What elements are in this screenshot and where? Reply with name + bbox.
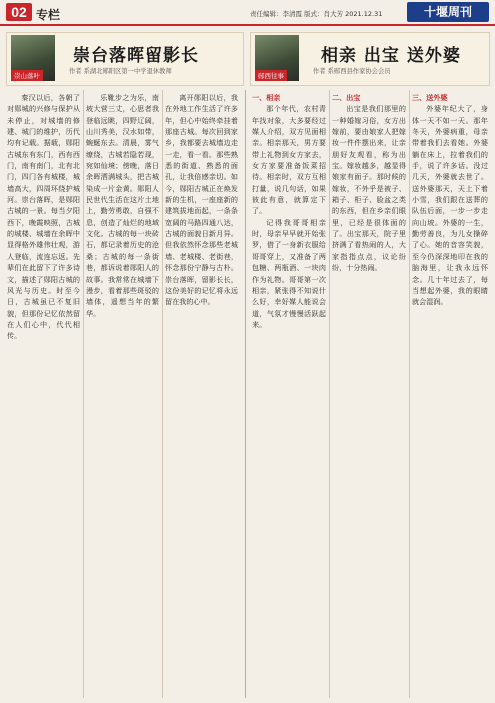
paragraph: 外婆年纪大了，身体一天不如一天。那年冬天，外婆病重，母亲带着我们去看她。外婆躺在床上，拉着我们的手，说了许多话。没过几天，外婆就去世了。送外婆那天，天上下着小雪，我们跟在送葬的队伍后面，一步一步走向山坡。外婆的一生，勤劳善良，为儿女操碎了心。她的音容笑貌，至今仍深深地印在我的脑海里，让我永远怀念。几十年过去了，每当想起外婆，我的眼睛就会湿润。 (412, 104, 488, 307)
editor-credits: 责任编辑：李清霞 版式：肖大芳 2021.12.31 (250, 10, 383, 18)
page-header (0, 0, 495, 26)
subheading: 二、出宝 (332, 93, 361, 102)
author-photo-left (11, 35, 55, 81)
paragraph: 记得我哥哥相亲时，母亲早早就开始张罗，借了一身新衣服给哥哥穿上，又准备了两包糖、两瓶酒、一块肉作为礼物。哥哥第一次相亲，紧张得不知说什么好，幸好媒人能说会道，气氛才慢慢活跃起来。 (252, 217, 326, 329)
paragraph: 乐靴步之为乐，南坡大营三丈，心思者我登临远眺，四野辽阔，山川秀美，汉水如带，蜿蜒东去。清晨，雾气缭绕，古城若隐若现，宛如仙境；傍晚，落日余晖洒满城头，把古城染成一片金黄。郧阳人民世代生活在这片土地上，勤劳勇敢，自强不息，创造了灿烂的地域文化。古城的每一块砖石，都记录着历史的沧桑；古城的每一条街巷，都诉说着郧阳人的故事。我常常在城墙下漫步，看着那些斑驳的墙体，遥想当年的繁华。 (86, 93, 159, 318)
article-column-5 (332, 92, 406, 274)
subheading: 三、送外婆 (412, 93, 448, 102)
paragraph: 秦汉以后，各朝了对郧城的兴修与保护从未停止，对城墙的修建、城门的维护，历代均有记载。据载，郧阳古城东有东门，西有西门，南有南门，北有北门，四门各有城楼，城墙高大，四周环绕护城河。崇台落晖，是郧阳古城的一景。每当夕阳西下，晚霞映照，古城的城楼、城墙在余晖中显得格外雄伟壮观，游人登临，流连忘返。先辈们在此留下了许多诗文，描述了郧阳古城的风光与历史。时至今日，古城虽已不复旧貌，但那份记忆依然留在人们心中，代代相传。 (7, 93, 80, 341)
author-photo-right (255, 35, 299, 81)
article-column-1 (7, 92, 80, 342)
article-column-2 (86, 92, 159, 319)
paragraph: 离开郧阳以后，我在外地工作生活了许多年，但心中始终牵挂着那座古城。每次回到家乡，我都要去城墙边走一走，看一看。那些熟悉的街道、熟悉的面孔，让我倍感亲切。如今，郧阳古城正在焕发新的生机，一座座新的建筑拔地而起，一条条宽阔的马路四通八达，古城的面貌日新月异。但我依然怀念那些老城墙、老城楼、老街巷，怀念那份宁静与古朴。崇台落晖，留影长长，这份美好的记忆将永远留在我的心中。 (165, 93, 238, 307)
column-header-left (6, 32, 244, 86)
article-column-4 (252, 92, 326, 330)
page-number: 02 (6, 3, 32, 21)
column-divider (83, 90, 84, 698)
column-divider (329, 90, 330, 698)
article-column-6 (412, 92, 488, 308)
author-byline: 作者 系湖北郧阳区第一中学退休教师 (69, 68, 172, 75)
column-divider (162, 90, 163, 698)
subheading: 一、相亲 (252, 93, 281, 102)
article-title: 相亲 出宝 送外婆 (321, 46, 461, 66)
column-header-right (250, 32, 490, 86)
column-divider (409, 90, 410, 698)
header-rule (0, 24, 495, 26)
author-byline: 作者 系郧西县作家协会会员 (313, 68, 391, 75)
article-column-3 (165, 92, 238, 308)
article-divider (245, 90, 246, 698)
article-title: 崇台落晖留影长 (73, 46, 199, 66)
newspaper-brand: 十堰周刊 (407, 2, 489, 22)
section-title: 专栏 (36, 8, 61, 22)
paragraph: 出宝是我们那里的一种婚嫁习俗，女方出嫁前，要由娘家人把嫁妆一件件摆出来，让亲朋好友观看，称为出宝。嫁妆越多，越显得娘家有面子。那时候的嫁妆，不外乎是被子、箱子、柜子、脸盆之类的东西，但在乡亲们眼里，已经是很体面的了。出宝那天，院子里挤满了看热闹的人，大家指指点点，议论纷纷，十分热闹。 (332, 104, 406, 273)
column-tag: 崇山落叶 (11, 70, 43, 81)
column-tag: 郧西往事 (255, 70, 287, 81)
paragraph: 那个年代，农村青年找对象，大多要经过媒人介绍，双方见面相亲。相亲那天，男方要带上礼物到女方家去，女方家要准备饭菜招待。相亲时，双方互相打量，说几句话，如果彼此有意，就算定下了。 (252, 104, 326, 216)
